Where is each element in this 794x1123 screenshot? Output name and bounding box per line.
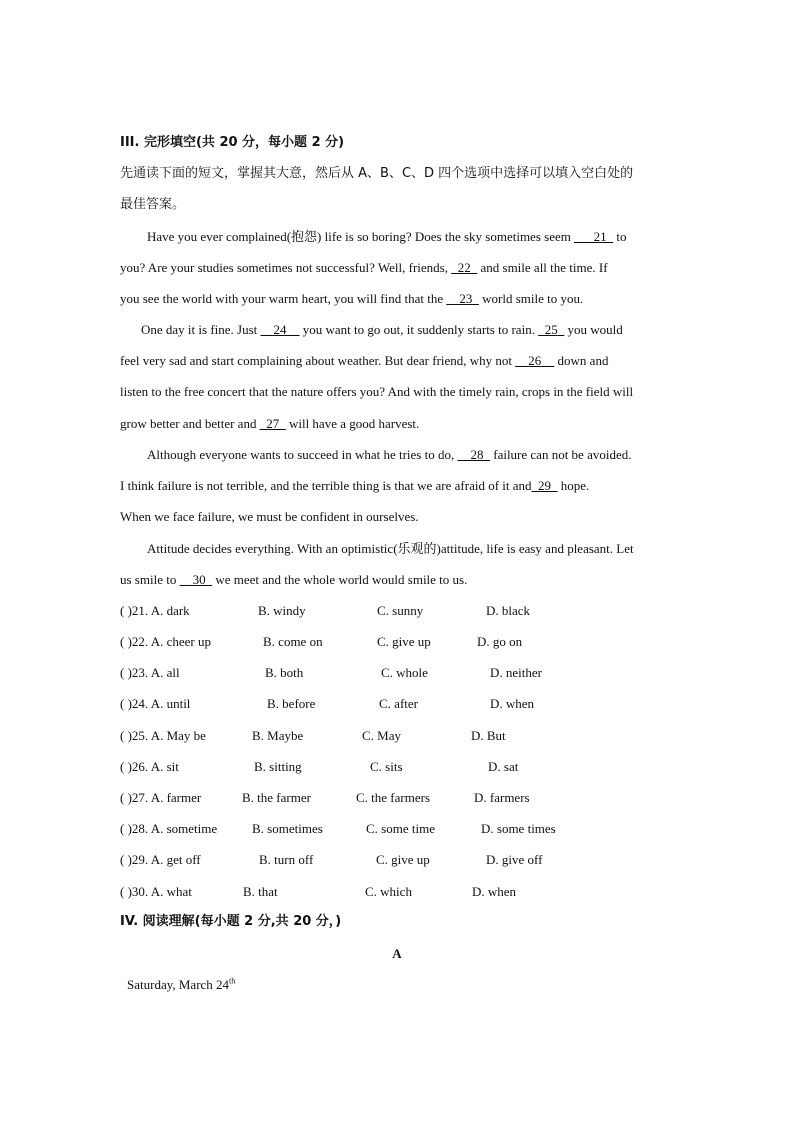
passage-text: you? Are your studies sometimes not successful? Well, friends, [120, 260, 452, 275]
question-option-b: B. sometimes [252, 821, 323, 836]
date-suffix: th [229, 976, 236, 986]
question-option-b: B. both [265, 665, 304, 680]
question-option-c: C. whole [381, 665, 428, 680]
question-option-b: B. come on [263, 634, 323, 649]
question-option-b: B. the farmer [242, 790, 311, 805]
date-line [127, 977, 683, 993]
passage-text: you would [564, 322, 623, 337]
question-option-b: B. Maybe [252, 728, 304, 743]
passage-text: listen to the free concert that the nature offers you? And with the timely rain, crops in the field will [120, 384, 634, 399]
section4-title [120, 914, 676, 930]
blank-25: _25_ [538, 322, 565, 337]
instructions-text-2: 最佳答案。 [120, 197, 186, 212]
passage-text: Have you ever complained(抱怨) life is so boring? Does the sky sometimes seem [147, 229, 575, 244]
passage-text: you see the world with your warm heart, you will find that the [120, 291, 447, 306]
passage-text: down and [554, 353, 609, 368]
passage-text: we meet and the whole world would smile to us. [212, 572, 468, 587]
question-option-d: D. sat [488, 759, 519, 774]
question-option-c: C. give up [377, 634, 431, 649]
instructions-line-2 [120, 197, 676, 213]
question-stem-option-a: ( )25. A. May be [120, 728, 206, 743]
passage-line-10 [120, 509, 676, 525]
question-option-d: D. when [472, 884, 517, 899]
question-stem-option-a: ( )29. A. get off [120, 852, 201, 867]
passage-text: One day it is fine. Just [141, 322, 261, 337]
question-stem-option-a: ( )26. A. sit [120, 759, 179, 774]
section3-title [120, 135, 676, 151]
passage-text: to [613, 229, 627, 244]
question-option-d: D. go on [477, 634, 523, 649]
section4-title-text: IV. 阅读理解(每小题 2 分,共 20 分，) [120, 914, 342, 929]
passage-a-label [0, 946, 794, 962]
question-option-c: C. which [365, 884, 412, 899]
blank-27: _27_ [259, 416, 286, 431]
question-stem-option-a: ( )23. A. all [120, 665, 180, 680]
passage-line-8 [147, 447, 676, 463]
question-option-c: C. the farmers [356, 790, 431, 805]
question-stem-option-a: ( )22. A. cheer up [120, 634, 211, 649]
passage-line-9 [120, 478, 676, 494]
blank-24: __24__ [260, 322, 300, 337]
question-stem-option-a: ( )27. A. farmer [120, 790, 202, 805]
question-stem-option-a: ( )28. A. sometime [120, 821, 218, 836]
blank-22: _22_ [451, 260, 478, 275]
date-text: Saturday, March 24 [127, 977, 230, 992]
question-option-c: C. after [379, 696, 418, 711]
passage-line-12 [120, 572, 676, 588]
passage-text: failure can not be avoided. [489, 447, 632, 462]
blank-28: __28_ [457, 447, 490, 462]
passage-line-11 [147, 541, 676, 557]
question-option-c: C. sits [370, 759, 403, 774]
question-option-b: B. windy [258, 603, 306, 618]
question-stem-option-a: ( )21. A. dark [120, 603, 190, 618]
passage-text: and smile all the time. If [477, 260, 608, 275]
passage-text: I think failure is not terrible, and the terrible thing is that we are afraid of it and [120, 478, 532, 493]
passage-text: Attitude decides everything. With an optimistic(乐观的)attitude, life is easy and pleasant. Let [147, 541, 634, 556]
passage-line-1 [147, 229, 676, 245]
passage-text: grow better and better and [120, 416, 260, 431]
passage-line-3 [120, 291, 676, 307]
passage-text: hope. [557, 478, 590, 493]
question-option-c: C. sunny [377, 603, 424, 618]
question-option-d: D. But [471, 728, 506, 743]
blank-23: __23_ [446, 291, 479, 306]
passage-text: When we face failure, we must be confident in ourselves. [120, 509, 419, 524]
question-option-b: B. that [243, 884, 278, 899]
question-option-b: B. sitting [254, 759, 302, 774]
question-stem-option-a: ( )30. A. what [120, 884, 192, 899]
blank-26: __26__ [515, 353, 555, 368]
passage-line-6 [120, 384, 676, 400]
question-stem-option-a: ( )24. A. until [120, 696, 191, 711]
question-option-d: D. farmers [474, 790, 530, 805]
question-option-b: B. before [267, 696, 316, 711]
question-option-c: C. May [362, 728, 401, 743]
passage-line-4 [141, 322, 676, 338]
passage-text: will have a good harvest. [285, 416, 420, 431]
question-option-d: D. black [486, 603, 531, 618]
passage-line-2 [120, 260, 676, 276]
passage-a-label-text: A [392, 946, 402, 961]
passage-text: Although everyone wants to succeed in what he tries to do, [147, 447, 458, 462]
instructions-line-1 [120, 166, 676, 182]
passage-text: us smile to [120, 572, 180, 587]
question-option-d: D. some times [481, 821, 556, 836]
passage-text: world smile to you. [478, 291, 584, 306]
question-option-d: D. neither [490, 665, 542, 680]
question-option-d: D. when [490, 696, 535, 711]
question-option-c: C. give up [376, 852, 430, 867]
blank-30: __30_ [179, 572, 213, 587]
instructions-text-1: 先通读下面的短文，掌握其大意，然后从 A、B、C、D 四个选项中选择可以填入空白处的 [120, 166, 634, 181]
passage-text: you want to go out, it suddenly starts to rain. [299, 322, 539, 337]
blank-21: ___21_ [574, 229, 614, 244]
question-option-c: C. some time [366, 821, 435, 836]
passage-line-7 [120, 416, 676, 432]
passage-line-5 [120, 353, 676, 369]
passage-text: feel very sad and start complaining about weather. But dear friend, why not [120, 353, 516, 368]
question-option-b: B. turn off [259, 852, 314, 867]
question-option-d: D. give off [486, 852, 543, 867]
blank-29: _29_ [531, 478, 558, 493]
section3-title-text: III. 完形填空(共 20 分，每小题 2 分) [120, 135, 345, 150]
